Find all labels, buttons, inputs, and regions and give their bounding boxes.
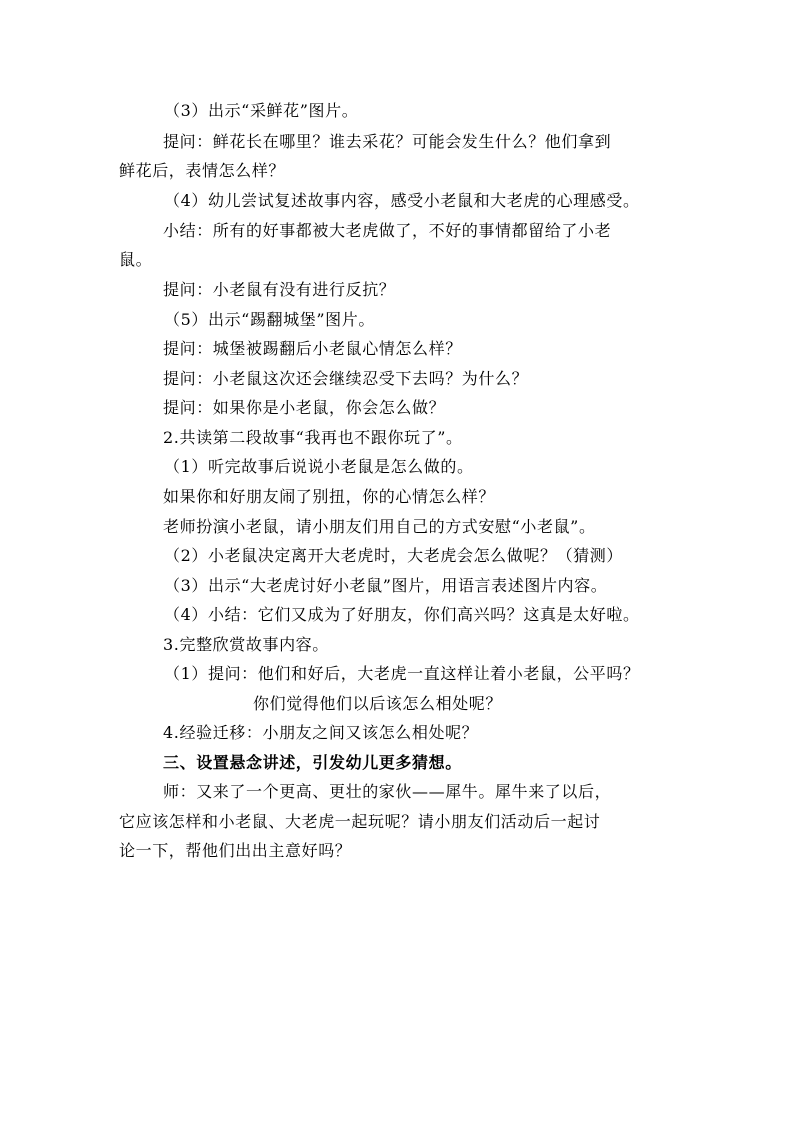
text-line: 师：又来了一个更高、更壮的家伙——犀牛。犀牛来了以后，: [163, 782, 612, 801]
text-line: 论一下，帮他们出出主意好吗？: [119, 841, 352, 860]
text-line: （5）出示“踢翻城堡”图片。: [164, 310, 375, 329]
text-line: 提问：鲜花长在哪里？谁去采花？可能会发生什么？他们拿到: [163, 132, 612, 151]
section-heading: 三、设置悬念讲述，引发幼儿更多猜想。: [163, 753, 462, 772]
text-line: 提问：小老鼠有没有进行反抗？: [163, 280, 396, 299]
text-line: 老师扮演小老鼠，请小朋友们用自己的方式安慰“小老鼠”。: [163, 517, 596, 536]
text-line: （4）小结：它们又成为了好朋友，你们高兴吗？这真是太好啦。: [164, 605, 640, 624]
text-line: 鲜花后，表情怎么样？: [119, 161, 286, 180]
text-line: 提问：小老鼠这次还会继续忍受下去吗？为什么？: [163, 369, 529, 388]
text-line: （2）小老鼠决定离开大老虎时，大老虎会怎么做呢？（猜测）: [164, 546, 623, 565]
text-line: 你们觉得他们以后该怎么相处呢？: [253, 694, 503, 713]
text-line: （1）提问：他们和好后，大老虎一直这样让着小老鼠，公平吗？: [164, 664, 640, 683]
text-line: 如果你和好朋友闹了别扭，你的心情怎么样？: [163, 487, 496, 506]
text-line: 它应该怎样和小老鼠、大老虎一起玩呢？请小朋友们活动后一起讨: [119, 812, 601, 831]
text-line: 小结：所有的好事都被大老虎做了，不好的事情都留给了小老: [163, 221, 612, 240]
text-line: （3）出示“大老虎讨好小老鼠”图片，用语言表述图片内容。: [164, 576, 608, 595]
text-line: 3.完整欣赏故事内容。: [163, 635, 329, 654]
text-line: 鼠。: [119, 250, 153, 269]
text-line: 4.经验迁移：小朋友之间又该怎么相处呢？: [163, 723, 479, 742]
text-line: 提问：城堡被踢翻后小老鼠心情怎么样？: [163, 339, 462, 358]
text-line: 提问：如果你是小老鼠，你会怎么做？: [163, 398, 446, 417]
text-line: （1）听完故事后说说小老鼠是怎么做的。: [164, 457, 474, 476]
text-line: 2.共读第二段故事“我再也不跟你玩了”。: [163, 428, 463, 447]
text-line: （3）出示“采鲜花”图片。: [164, 101, 359, 120]
text-line: （4）幼儿尝试复述故事内容，感受小老鼠和大老虎的心理感受。: [164, 191, 640, 210]
